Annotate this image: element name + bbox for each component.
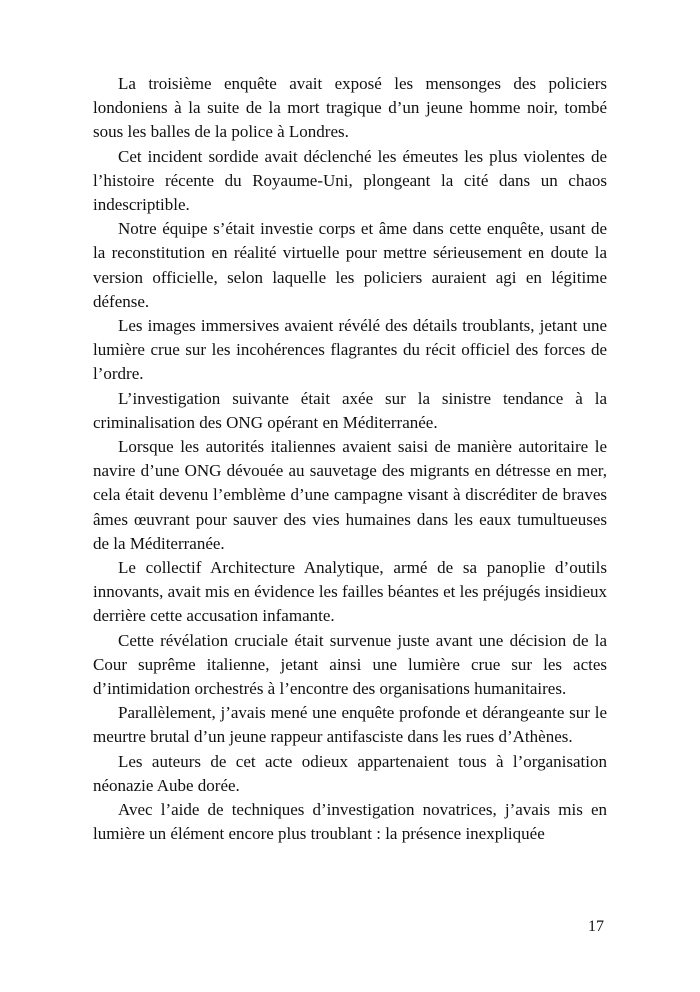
- paragraph-5: L’investigation suivante était axée sur la sinistre tendance à la criminalisation des ONG opérant en Méditerranée.: [93, 388, 607, 432]
- paragraph-2: Cet incident sordide avait déclenché les émeutes les plus violentes de l’histoire récente du Royaume-Uni, plongeant la cité dans un chaos indescriptible.: [93, 146, 607, 215]
- paragraph-9: Parallèlement, j’avais mené une enquête profonde et dérangeante sur le meurtre brutal d’un jeune rappeur antifasciste dans les rues d’Athènes.: [93, 703, 607, 747]
- page-body: [93, 72, 607, 847]
- paragraph-10: Les auteurs de cet acte odieux appartenaient tous à l’organisation néonazie Aube dorée.: [93, 751, 607, 795]
- paragraph-11: Avec l’aide de techniques d’investigation novatrices, j’avais mis en lumière un élément encore plus troublant : la présence inexpliquée: [93, 800, 607, 844]
- paragraph-1: La troisième enquête avait exposé les mensonges des policiers londoniens à la suite de la mort tragique d’un jeune homme noir, tombé sous les balles de la police à Londres.: [93, 74, 607, 142]
- paragraph-3: Notre équipe s’était investie corps et âme dans cette enquête, usant de la reconstitution en réalité virtuelle pour mettre sérieusement en doute la version officielle, selon laquelle les policiers auraient agi en légitime défense.: [93, 219, 607, 311]
- paragraph-6: Lorsque les autorités italiennes avaient saisi de manière autoritaire le navire d’une ONG dévouée au sauvetage des migrants en détresse en mer, cela était devenu l’emblème d’une campagne visant à discréditer de braves âmes œuvrant pour sauver des vies humaines dans les eaux tumultueuses de la Méditerranée.: [93, 437, 607, 553]
- paragraph-8: Cette révélation cruciale était survenue juste avant une décision de la Cour suprême italienne, jetant ainsi une lumière crue sur les actes d’intimidation orchestrés à l’encontre des organisations humanitaires.: [93, 630, 607, 699]
- page-number: 17: [588, 918, 604, 935]
- paragraph-4: Les images immersives avaient révélé des détails troublants, jetant une lumière crue sur les incohérences flagrantes du récit officiel des forces de l’ordre.: [93, 316, 607, 384]
- paragraph-7: Le collectif Architecture Analytique, armé de sa panoplie d’outils innovants, avait mis en évidence les failles béantes et les préjugés insidieux derrière cette accusation infamante.: [93, 558, 607, 626]
